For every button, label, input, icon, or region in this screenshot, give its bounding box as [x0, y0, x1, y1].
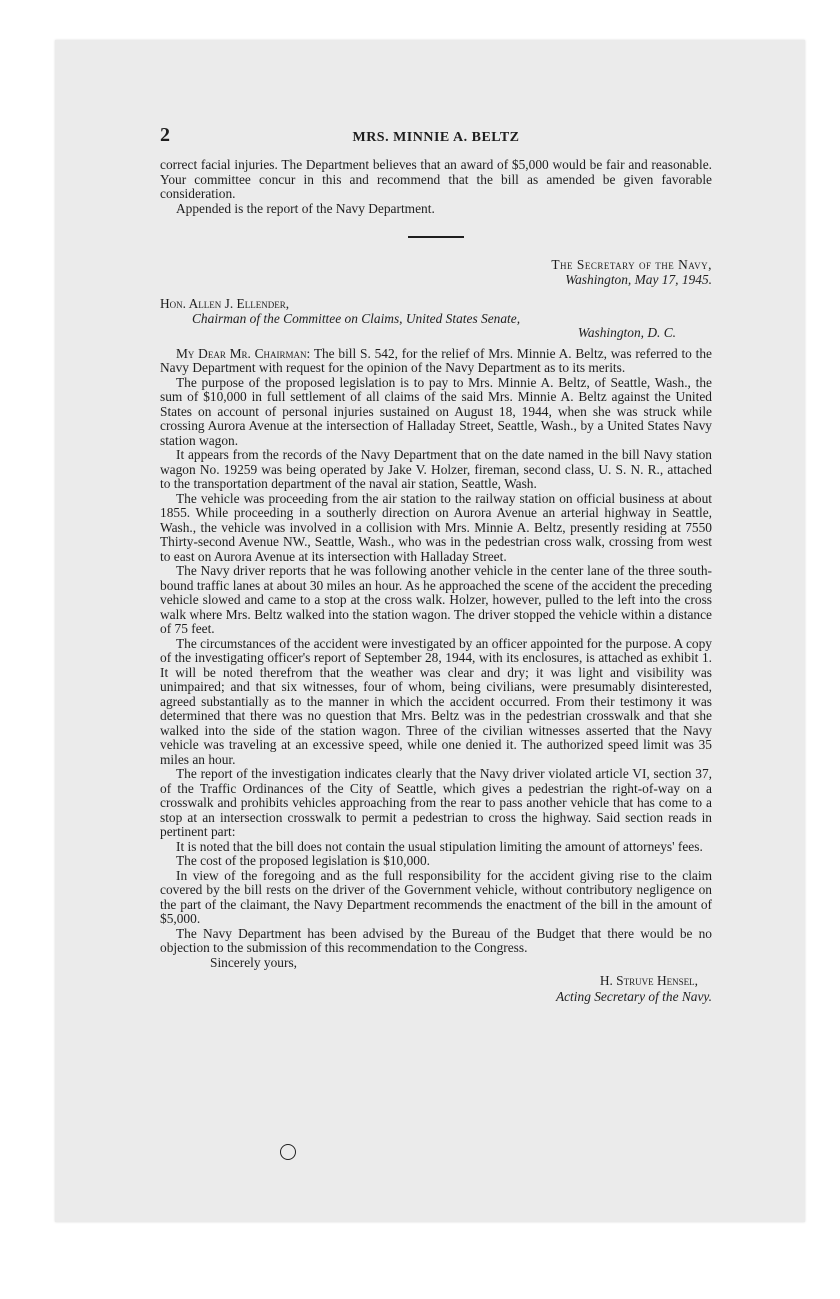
section-divider	[408, 236, 464, 238]
intro-paragraph: correct facial injuries. The Department believes that an award of $5,000 would be fair and reasonable. Your committee concur in this and recommend that the bill as amended be given favorable consideration.	[160, 157, 712, 201]
letter-paragraph: The vehicle was proceeding from the air station to the railway station on official business at about 1855. While proceeding in a southerly direction on Aurora Avenue an arterial highway in Seattle, Wash., the vehicle was involved in a collision with Mrs. Minnie A. Beltz, presently residing at 7550 Thirty-second Avenue NW., Seattle, Wash., who was in the pedestrian cross walk, crossing from west to east on Aurora Avenue at its intersection with Halladay Street.	[160, 490, 712, 564]
signature-title: Acting Secretary of the Navy.	[555, 988, 712, 1004]
letter-paragraph: In view of the foregoing and as the full responsibility for the accident giving rise to the claim covered by the bill rests on the driver of the Government vehicle, without contributory negligence on the part of the claimant, the Navy Department recommends the enactment of the bill in the amount of $5,000.	[160, 867, 712, 926]
letter-addressee	[160, 297, 712, 341]
letter-paragraph: It appears from the records of the Navy Department that on the date named in the bill Navy station wagon No. 19259 was being operated by Jake V. Holzer, fireman, second class, U. S. N. R., attached to the transportation department of the naval air station, Seattle, Wash.	[160, 447, 712, 491]
addressee-name: Hon. Allen J. Ellender,	[160, 296, 290, 311]
letter-paragraph: It is noted that the bill does not contain the usual stipulation limiting the amount of attorneys' fees.	[176, 838, 703, 854]
addressee-title: Chairman of the Committee on Claims, United States Senate,	[192, 310, 521, 326]
running-head: MRS. MINNIE A. BELTZ	[352, 130, 520, 145]
signature-block	[160, 956, 712, 1008]
letter-paragraph: The circumstances of the accident were investigated by an officer appointed for the purpose. A copy of the investigating officer's report of September 28, 1944, with its enclosures, is attached as exhibit 1. It will be noted therefrom that the weather was clear and dry; it was light and visibility was unimpaired; and that six witnesses, four of whom, being civilians, were presumably disinterested, agreed substantially as to the manner in which the accident occurred. From their testimony it was determined that there was no question that Mrs. Beltz was in the pedestrian crosswalk and that she walked into the side of the station wagon. Three of the civilian witnesses asserted that the Navy vehicle was traveling at an excessive speed, while one denied it. The authorized speed limit was 35 miles an hour.	[160, 635, 712, 767]
letter-paragraph	[160, 347, 712, 376]
letter-paragraph: The Navy driver reports that he was following another vehicle in the center lane of the three south-bound traffic lanes at about 30 miles an hour. As he approached the scene of the accident the preceding vehicle slowed and came to a stop at the cross walk. Holzer, however, pulled to the left into the cross walk where Mrs. Beltz walked into the station wagon. The driver stopped the vehicle within a distance of 75 feet.	[160, 563, 712, 636]
closing: Sincerely yours,	[210, 954, 298, 970]
letter-paragraph: The report of the investigation indicates clearly that the Navy driver violated article VI, section 37, of the Traffic Ordinances of the City of Seattle, which gives a pedestrian the right-of-way on a crosswalk and prohibits vehicles approaching from the rear to pass another vehicle that has come to a stop at an intersection crosswalk to permit a pedestrian to cross the highway. Said section reads in pertinent part:	[160, 766, 712, 839]
salutation: My Dear Mr. Chairman:	[176, 345, 311, 361]
document-content	[160, 124, 712, 1008]
circle-mark-icon	[280, 1144, 296, 1160]
addressee-place: Washington, D. C.	[577, 325, 676, 340]
signature-name: H. Struve Hensel,	[599, 972, 698, 988]
letter-sender: The Secretary of the Navy,	[551, 257, 712, 272]
page-header	[160, 124, 712, 158]
appended-note: Appended is the report of the Navy Department.	[176, 200, 435, 216]
letter-paragraph-text: The bill S. 542, for the relief of Mrs. Minnie A. Beltz, was referred to the Navy Department with request for the opinion of the Navy Department as to its merits.	[160, 345, 712, 375]
letter-paragraph: The Navy Department has been advised by the Bureau of the Budget that there would be no objection to the submission of this recommendation to the Congress.	[160, 925, 712, 955]
letter-date: Washington, May 17, 1945.	[565, 271, 712, 287]
letter-from	[160, 258, 712, 287]
letter-paragraph: The cost of the proposed legislation is $10,000.	[176, 853, 431, 868]
page-number: 2	[160, 124, 170, 146]
letter-paragraph: The purpose of the proposed legislation is to pay to Mrs. Minnie A. Beltz, of Seattle, Wash., the sum of $10,000 in full settlement of all claims of the said Mrs. Minnie A. Beltz against the United States on account of personal injuries sustained on August 18, 1944, when she was struck while crossing Aurora Avenue at the intersection of Halladay Street, Seattle, Wash., by a United States Navy station wagon.	[160, 374, 712, 448]
